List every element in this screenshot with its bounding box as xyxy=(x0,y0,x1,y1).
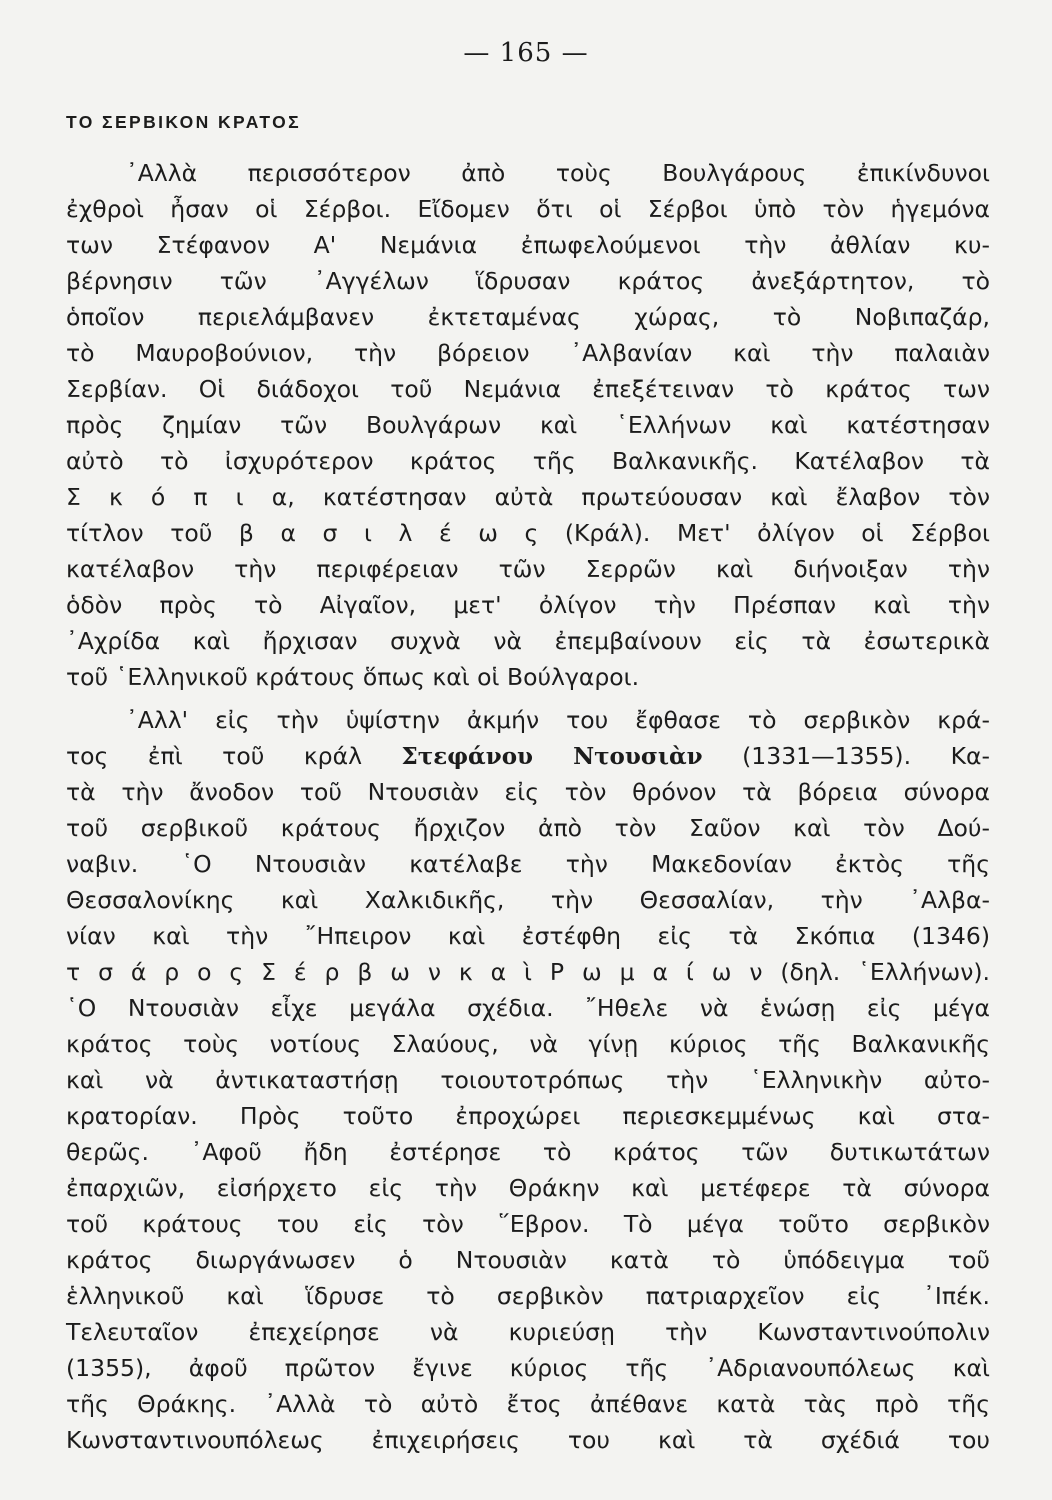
text-line: τοῦ κράτους του εἰς τὸν ῞Εβρον. Τὸ μέγα τοῦτο σερβικὸν xyxy=(66,1210,990,1238)
page-number: — 165 — xyxy=(463,38,589,68)
text-line: τοῦ ῾Ελληνικοῦ κράτους ὅπως καὶ οἱ Βούλγαροι. xyxy=(66,663,640,691)
text-line: ἐχθροὶ ἦσαν οἱ Σέρβοι. Εἴδομεν ὅτι οἱ Σέρβοι ὑπὸ τὸν ἡγεμόνα xyxy=(66,195,990,223)
text-line: τ σ ά ρ ο ς Σ έ ρ β ω ν κ α ὶ Ρ ω μ α ί ω ν (δηλ. ῾Ελλήνων). xyxy=(66,958,990,986)
text-line: κράτος διωργάνωσεν ὁ Ντουσιὰν κατὰ τὸ ὑπόδειγμα τοῦ xyxy=(66,1246,990,1274)
text-line: Κωνσταντινουπόλεως ἐπιχειρήσεις του καὶ τὰ σχέδιά του xyxy=(66,1426,990,1454)
text-segment: τος ἐπὶ τοῦ κράλ xyxy=(66,742,362,770)
text-line: νίαν καὶ τὴν ῎Ηπειρον καὶ ἐστέφθη εἰς τὰ Σκόπια (1346) xyxy=(66,922,990,950)
text-line: τοῦ σερβικοῦ κράτους ἤρχιζον ἀπὸ τὸν Σαῦον καὶ τὸν Δού- xyxy=(66,814,990,842)
text-line: ναβιν. ῾Ο Ντουσιὰν κατέλαβε τὴν Μακεδονίαν ἐκτὸς τῆς xyxy=(66,850,990,878)
text-line: βέρνησιν τῶν ᾿Αγγέλων ἵδρυσαν κράτος ἀνεξάρτητον, τὸ xyxy=(66,267,990,295)
text-line: κατέλαβον τὴν περιφέρειαν τῶν Σερρῶν καὶ διήνοιξαν τὴν xyxy=(66,555,990,583)
text-line: κρατορίαν. Πρὸς τοῦτο ἐπροχώρει περιεσκεμμένως καὶ στα- xyxy=(66,1102,990,1130)
text-line-with-emphasis xyxy=(66,736,990,776)
text-line: θερῶς. ᾿Αφοῦ ἤδη ἐστέρησε τὸ κράτος τῶν δυτικωτάτων xyxy=(66,1138,990,1166)
text-line: τίτλον τοῦ β α σ ι λ έ ω ς (Κράλ). Μετ' ὀλίγον οἱ Σέρβοι xyxy=(66,519,990,547)
text-line: ἑλληνικοῦ καὶ ἵδρυσε τὸ σερβικὸν πατριαρχεῖον εἰς ᾿Ιπέκ. xyxy=(66,1282,990,1310)
text-line: Θεσσαλονίκης καὶ Χαλκιδικῆς, τὴν Θεσσαλίαν, τὴν ᾿Αλβα- xyxy=(66,886,990,914)
text-line: αὐτὸ τὸ ἰσχυρότερον κράτος τῆς Βαλκανικῆς. Κατέλαβον τὰ xyxy=(66,447,990,475)
text-line: των Στέφανον Α' Νεμάνια ἐπωφελούμενοι τὴν ἀθλίαν κυ- xyxy=(66,231,990,259)
text-line: ᾿Αλλὰ περισσότερον ἀπὸ τοὺς Βουλγάρους ἐπικίνδυνοι xyxy=(126,159,990,187)
text-line: Σερβίαν. Οἱ διάδοχοι τοῦ Νεμάνια ἐπεξέτειναν τὸ κράτος των xyxy=(66,375,990,403)
text-line: καὶ νὰ ἀντικαταστήσῃ τοιουτοτρόπως τὴν ῾Ελληνικὴν αὐτο- xyxy=(66,1066,990,1094)
text-line: ὁδὸν πρὸς τὸ Αἰγαῖον, μετ' ὀλίγον τὴν Πρέσπαν καὶ τὴν xyxy=(66,591,990,619)
text-line: Τελευταῖον ἐπεχείρησε νὰ κυριεύσῃ τὴν Κωνσταντινούπολιν xyxy=(66,1318,990,1346)
text-line: (1355), ἀφοῦ πρῶτον ἔγινε κύριος τῆς ᾿Αδριανουπόλεως καὶ xyxy=(66,1354,990,1382)
section-heading: ΤΟ ΣΕΡΒΙΚΟΝ ΚΡΑΤΟΣ xyxy=(66,112,302,132)
text-line: ὁποῖον περιελάμβανεν ἐκτεταμένας χώρας, τὸ Νοβιπαζάρ, xyxy=(66,303,990,331)
text-line: ῾Ο Ντουσιὰν εἶχε μεγάλα σχέδια. ῎Ηθελε νὰ ἑνώσῃ εἰς μέγα xyxy=(66,994,990,1022)
text-segment: (1331—1355). Κα- xyxy=(742,742,990,770)
text-line: ἐπαρχιῶν, εἰσήρχετο εἰς τὴν Θράκην καὶ μετέφερε τὰ σύνορα xyxy=(66,1174,990,1202)
text-line: ᾿Αχρίδα καὶ ἤρχισαν συχνὰ νὰ ἐπεμβαίνουν εἰς τὰ ἐσωτερικὰ xyxy=(66,627,990,655)
text-line: Σ κ ό π ι α, κατέστησαν αὐτὰ πρωτεύουσαν καὶ ἔλαβον τὸν xyxy=(66,483,990,511)
text-line: πρὸς ζημίαν τῶν Βουλγάρων καὶ ῾Ελλήνων καὶ κατέστησαν xyxy=(66,411,990,439)
text-line: ᾿Αλλ' εἰς τὴν ὑψίστην ἀκμήν του ἔφθασε τὸ σερβικὸν κρά- xyxy=(126,706,990,734)
emphasized-name: Στεφάνου Ντουσιὰν xyxy=(401,743,703,770)
text-line: τὰ τὴν ἄνοδον τοῦ Ντουσιὰν εἰς τὸν θρόνον τὰ βόρεια σύνορα xyxy=(66,778,990,806)
text-line: τῆς Θράκης. ᾿Αλλὰ τὸ αὐτὸ ἔτος ἀπέθανε κατὰ τὰς πρὸ τῆς xyxy=(66,1390,990,1418)
text-line: τὸ Μαυροβούνιον, τὴν βόρειον ᾿Αλβανίαν καὶ τὴν παλαιὰν xyxy=(66,339,990,367)
text-line: κράτος τοὺς νοτίους Σλαύους, νὰ γίνῃ κύριος τῆς Βαλκανικῆς xyxy=(66,1030,990,1058)
